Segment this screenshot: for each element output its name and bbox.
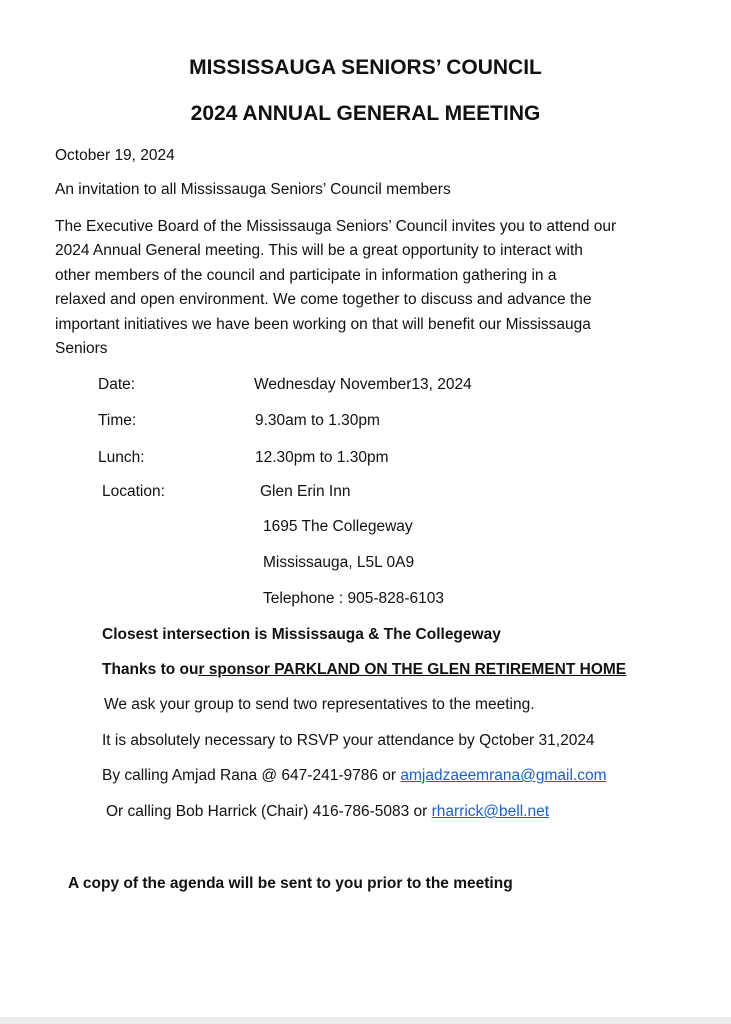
date-label: Date:	[98, 376, 136, 393]
paragraph-line: other members of the council and participate in information gathering in a	[55, 266, 557, 284]
ask-line: We ask your group to send two representatives to the meeting.	[104, 696, 535, 713]
letter-date: October 19, 2024	[55, 147, 175, 164]
document-title: MISSISSAUGA SENIORS’ COUNCIL	[189, 56, 542, 79]
paragraph-line: relaxed and open environment. We come together to discuss and advance the	[55, 291, 592, 309]
lunch-value: 12.30pm to 1.30pm	[255, 449, 389, 466]
location-street: 1695 The Collegeway	[263, 518, 413, 535]
rsvp-line: It is absolutely necessary to RSVP your attendance by Qctober 31,2024	[102, 732, 595, 749]
contact-amjad-text: By calling Amjad Rana @ 647-241-9786 or	[102, 767, 401, 784]
paragraph-line: The Executive Board of the Mississauga Seniors’ Council invites you to attend our	[55, 218, 617, 235]
page-bottom-edge	[0, 1017, 731, 1024]
contact-amjad	[102, 767, 606, 785]
date-value: Wednesday November13, 2024	[254, 376, 472, 393]
sponsor-name: r sponsor PARKLAND ON THE GLEN RETIREMENT HOME	[198, 661, 627, 678]
document-subtitle: 2024 ANNUAL GENERAL MEETING	[190, 102, 541, 125]
location-city: Mississauga, L5L 0A9	[263, 554, 415, 571]
contact-bob	[106, 803, 549, 821]
amjad-email-link[interactable]: amjadzaeemrana@gmail.com	[400, 767, 607, 784]
location-venue: Glen Erin Inn	[260, 483, 351, 500]
invitation-paragraph	[55, 215, 675, 361]
location-telephone: Telephone : 905-828-6103	[263, 590, 444, 607]
contact-bob-text: Or calling Bob Harrick (Chair) 416-786-5083 or	[106, 803, 432, 820]
lunch-label: Lunch:	[98, 449, 145, 466]
agenda-note: A copy of the agenda will be sent to you prior to the meeting	[68, 875, 513, 892]
paragraph-line: important initiatives we have been working on that will benefit our Mississauga	[55, 315, 591, 333]
sponsor-prefix: Thanks to ou	[102, 661, 199, 678]
paragraph-line: 2024 Annual General meeting. This will be a great opportunity to interact with	[55, 242, 583, 260]
sponsor-note	[102, 661, 626, 679]
intersection-note: Closest intersection is Mississauga & The Collegeway	[102, 626, 501, 643]
location-label: Location:	[102, 483, 165, 500]
bob-email-link[interactable]: rharrick@bell.net	[431, 803, 550, 820]
time-label: Time:	[98, 412, 137, 429]
invitation-line: An invitation to all Mississauga Seniors’ Council members	[55, 181, 451, 198]
paragraph-line: Seniors	[55, 340, 108, 358]
time-value: 9.30am to 1.30pm	[255, 412, 380, 429]
